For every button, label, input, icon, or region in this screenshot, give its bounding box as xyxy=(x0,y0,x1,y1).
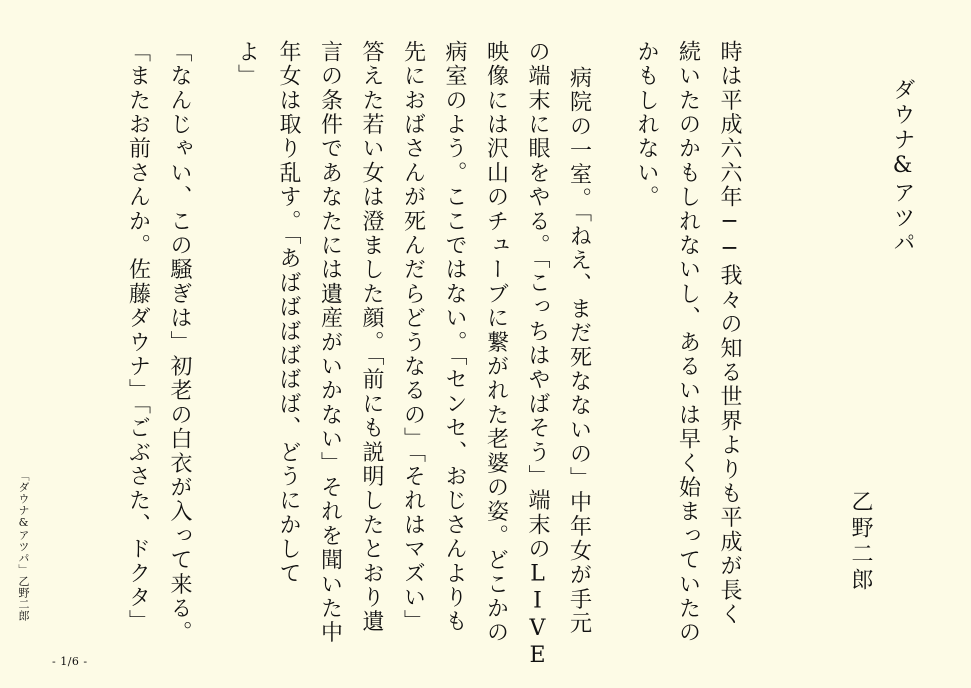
text-line: 時は平成六六年──我々の知る世界よりも平成が長く xyxy=(717,40,742,627)
text-line: 先におばさんが死んだらどうなるの」「それはマズい」 xyxy=(400,40,426,634)
text-line: 「またお前さんか。佐藤ダウナ」「ごぶさた、ドクタ」 xyxy=(125,40,151,634)
text-line: 病室のよう。ここではない。「センセ、おじさんよりも xyxy=(442,40,467,634)
text-line: 言の条件であなたには遺産がいかない」それを聞いた中 xyxy=(317,40,343,645)
footer-credit: 「ダウナ&アツパ」乙野二郎 xyxy=(17,470,30,622)
text-line: 続いたのかもしれないし、あるいは早く始まっていたの xyxy=(675,40,701,645)
text-line: の端末に眼をやる。「こっちはやばそう」端末のLIVE xyxy=(525,40,550,671)
text-line: 年女は取り乱す。「あばばばばばば、どうにかして xyxy=(276,40,301,586)
text-line: よ」 xyxy=(234,40,260,89)
text-line: 病院の一室。「ねえ、まだ死なないの」中年女が手元 xyxy=(566,66,592,636)
story-body xyxy=(125,40,750,671)
text-line: 映像には沢山のチューブに繋がれた老婆の姿。どこかの xyxy=(483,40,509,645)
story-title: ダウナ&アツパ xyxy=(890,78,915,256)
text-line: 「なんじゃい、この騒ぎは」初老の白衣が入って来る。 xyxy=(167,40,192,645)
text-line: 答えた若い女は澄ました顔。「前にも説明したとおり遺 xyxy=(359,40,384,634)
author-name: 乙野二郎 xyxy=(848,490,873,594)
page-number: - 1/6 - xyxy=(52,655,88,668)
text-line: かもしれない。 xyxy=(634,40,659,210)
